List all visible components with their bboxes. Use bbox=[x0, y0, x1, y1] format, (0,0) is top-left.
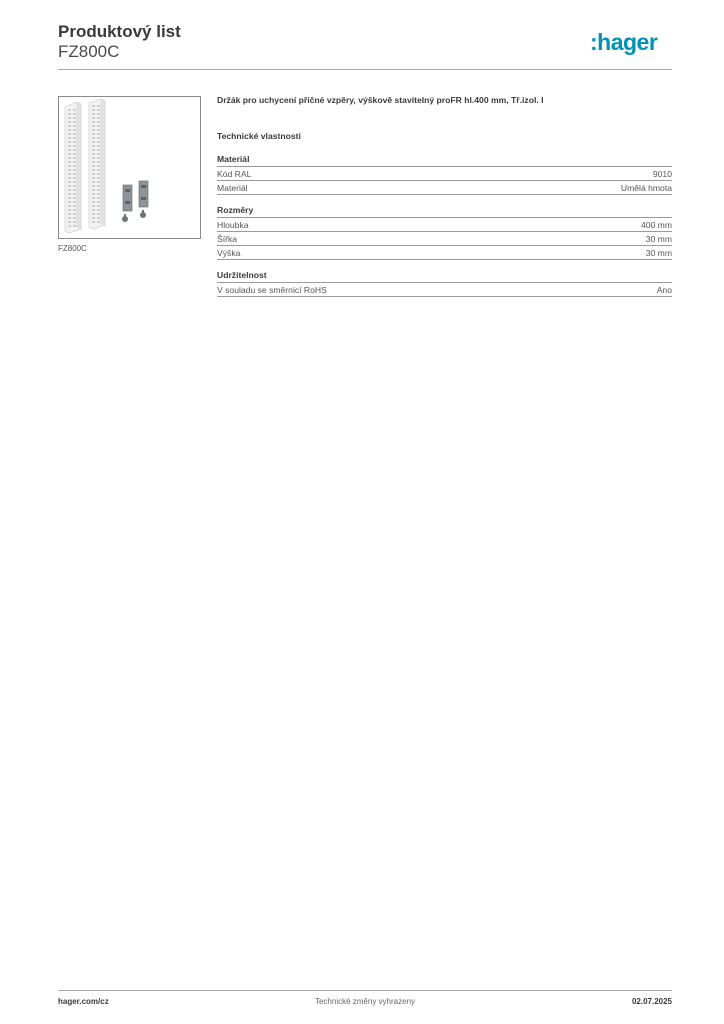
rail-hole bbox=[68, 133, 71, 135]
rail-hole bbox=[92, 193, 95, 195]
rail-hole bbox=[92, 217, 95, 219]
table-row bbox=[217, 232, 672, 246]
rail-hole bbox=[97, 181, 100, 183]
rail-hole bbox=[97, 149, 100, 151]
row-label: Hloubka bbox=[217, 220, 249, 230]
rail-hole bbox=[73, 193, 76, 195]
product-image-icon bbox=[59, 97, 200, 238]
rail-hole bbox=[92, 133, 95, 135]
image-caption: FZ800C bbox=[58, 244, 87, 253]
rail-hole bbox=[92, 117, 95, 119]
table-row bbox=[217, 181, 672, 195]
rail-hole bbox=[97, 121, 100, 123]
rail-hole bbox=[73, 109, 76, 111]
section-sustainability bbox=[217, 270, 672, 297]
rail-hole bbox=[97, 105, 100, 107]
rail-hole bbox=[68, 173, 71, 175]
rail-hole bbox=[73, 137, 76, 139]
product-details bbox=[217, 94, 672, 297]
rail-hole bbox=[68, 117, 71, 119]
rail-hole bbox=[97, 205, 100, 207]
product-description: Držák pro uchycení příčné vzpěry, výškově stavitelný proFR hl.400 mm, Tř.izol. I bbox=[217, 95, 544, 105]
rail-hole bbox=[73, 181, 76, 183]
rail-hole bbox=[73, 125, 76, 127]
rail-hole bbox=[92, 221, 95, 223]
rail-hole bbox=[73, 145, 76, 147]
document-title: Produktový list bbox=[58, 22, 181, 41]
rail-hole bbox=[92, 161, 95, 163]
hager-logo bbox=[590, 29, 672, 57]
rail-hole bbox=[73, 189, 76, 191]
rail-hole bbox=[68, 185, 71, 187]
right-rail bbox=[89, 99, 105, 229]
rail-hole bbox=[97, 109, 100, 111]
rail-hole bbox=[97, 113, 100, 115]
rail-hole bbox=[97, 197, 100, 199]
rail-hole bbox=[92, 157, 95, 159]
row-value: Ano bbox=[656, 285, 672, 295]
rail-hole bbox=[92, 129, 95, 131]
rail-hole bbox=[92, 177, 95, 179]
rail-hole bbox=[97, 117, 100, 119]
header-divider bbox=[58, 69, 672, 70]
rail-hole bbox=[68, 161, 71, 163]
technical-sections bbox=[217, 154, 672, 297]
rail-hole bbox=[92, 153, 95, 155]
table-row bbox=[217, 218, 672, 232]
rail-hole bbox=[68, 165, 71, 167]
left-rail bbox=[65, 102, 81, 233]
row-label: Šířka bbox=[217, 234, 238, 244]
rail-hole bbox=[73, 221, 76, 223]
rail-hole bbox=[68, 145, 71, 147]
rail-hole bbox=[92, 105, 95, 107]
table-row bbox=[217, 167, 672, 181]
rail-hole bbox=[97, 217, 100, 219]
table-row bbox=[217, 283, 672, 297]
row-label: V souladu se směrnicí RoHS bbox=[217, 285, 327, 295]
rail-hole bbox=[73, 209, 76, 211]
rail-hole bbox=[97, 169, 100, 171]
rail-hole bbox=[97, 201, 100, 203]
rail-hole bbox=[97, 185, 100, 187]
row-label: Kód RAL bbox=[217, 169, 252, 179]
bracket-right bbox=[139, 181, 148, 218]
rail-hole bbox=[92, 141, 95, 143]
rail-hole bbox=[97, 193, 100, 195]
rail-hole bbox=[73, 185, 76, 187]
rail-hole bbox=[92, 185, 95, 187]
rail-hole bbox=[97, 153, 100, 155]
rail-hole bbox=[92, 213, 95, 215]
rail-hole bbox=[92, 209, 95, 211]
rail-hole bbox=[68, 109, 71, 111]
rail-hole bbox=[73, 153, 76, 155]
rail-hole bbox=[73, 141, 76, 143]
rail-hole bbox=[68, 225, 71, 227]
rail-hole bbox=[92, 121, 95, 123]
row-label: Výška bbox=[217, 248, 241, 258]
rail-hole bbox=[97, 189, 100, 191]
rail-hole bbox=[92, 201, 95, 203]
section-title: Udržitelnost bbox=[217, 270, 672, 283]
rail-hole bbox=[68, 125, 71, 127]
rail-hole bbox=[73, 157, 76, 159]
rail-hole bbox=[68, 169, 71, 171]
rail-hole bbox=[73, 165, 76, 167]
rail-hole bbox=[97, 125, 100, 127]
footer-date: 02.07.2025 bbox=[631, 997, 672, 1006]
footer-note: Technické změny vyhrazeny bbox=[314, 997, 416, 1006]
rail-hole bbox=[68, 177, 71, 179]
section-title: Rozměry bbox=[217, 205, 672, 218]
rail-hole bbox=[73, 113, 76, 115]
rail-hole bbox=[73, 217, 76, 219]
row-value: 400 mm bbox=[640, 220, 672, 230]
hager-logo-text: :hager bbox=[590, 29, 658, 55]
rail-hole bbox=[73, 177, 76, 179]
rail-hole bbox=[92, 149, 95, 151]
website-link[interactable]: hager.com/cz bbox=[58, 997, 109, 1006]
page-footer bbox=[58, 997, 672, 1011]
page-header bbox=[58, 20, 672, 70]
rail-hole bbox=[97, 177, 100, 179]
rail-hole bbox=[92, 113, 95, 115]
product-code: FZ800C bbox=[58, 42, 120, 61]
rail-hole bbox=[73, 129, 76, 131]
row-value: 30 mm bbox=[645, 248, 672, 258]
rail-hole bbox=[73, 161, 76, 163]
rail-hole bbox=[73, 205, 76, 207]
rail-hole bbox=[73, 149, 76, 151]
rail-hole bbox=[73, 225, 76, 227]
rail-hole bbox=[68, 129, 71, 131]
rail-hole bbox=[73, 201, 76, 203]
rail-hole bbox=[68, 205, 71, 207]
section-dimensions bbox=[217, 205, 672, 260]
rail-hole bbox=[73, 197, 76, 199]
rail-hole bbox=[68, 181, 71, 183]
rail-hole bbox=[97, 145, 100, 147]
technical-properties-title: Technické vlastnosti bbox=[217, 131, 301, 141]
rail-hole bbox=[97, 165, 100, 167]
rail-hole bbox=[92, 145, 95, 147]
rail-hole bbox=[73, 117, 76, 119]
product-image bbox=[58, 96, 201, 239]
rail-hole bbox=[68, 201, 71, 203]
rail-hole bbox=[92, 125, 95, 127]
rail-hole bbox=[68, 153, 71, 155]
rail-hole bbox=[68, 149, 71, 151]
rail-hole bbox=[68, 217, 71, 219]
rail-hole bbox=[68, 189, 71, 191]
row-value: Umělá hmota bbox=[620, 183, 672, 193]
rail-hole bbox=[97, 209, 100, 211]
row-label: Materiál bbox=[217, 183, 248, 193]
rail-hole bbox=[92, 181, 95, 183]
section-title: Materiál bbox=[217, 154, 672, 167]
rail-hole bbox=[92, 109, 95, 111]
rail-hole bbox=[92, 165, 95, 167]
rail-hole bbox=[73, 133, 76, 135]
row-value: 9010 bbox=[652, 169, 672, 179]
row-value: 30 mm bbox=[645, 234, 672, 244]
rail-hole bbox=[68, 137, 71, 139]
rail-hole bbox=[68, 193, 71, 195]
bracket-left bbox=[122, 185, 132, 222]
rail-hole bbox=[73, 213, 76, 215]
rail-hole bbox=[73, 173, 76, 175]
rail-hole bbox=[68, 221, 71, 223]
rail-hole bbox=[68, 141, 71, 143]
section-material bbox=[217, 154, 672, 195]
rail-hole bbox=[92, 197, 95, 199]
rail-hole bbox=[97, 137, 100, 139]
rail-hole bbox=[68, 209, 71, 211]
rail-hole bbox=[73, 169, 76, 171]
rail-hole bbox=[68, 197, 71, 199]
rail-hole bbox=[97, 221, 100, 223]
rail-hole bbox=[97, 161, 100, 163]
rail-hole bbox=[97, 157, 100, 159]
rail-hole bbox=[92, 137, 95, 139]
rail-hole bbox=[68, 157, 71, 159]
rail-hole bbox=[97, 213, 100, 215]
rail-hole bbox=[97, 129, 100, 131]
rail-hole bbox=[92, 205, 95, 207]
rail-hole bbox=[68, 121, 71, 123]
rail-hole bbox=[97, 173, 100, 175]
footer-divider bbox=[58, 990, 672, 991]
rail-hole bbox=[73, 121, 76, 123]
rail-hole bbox=[97, 133, 100, 135]
rail-hole bbox=[68, 113, 71, 115]
rail-hole bbox=[92, 189, 95, 191]
rail-hole bbox=[97, 141, 100, 143]
table-row bbox=[217, 246, 672, 260]
rail-hole bbox=[68, 213, 71, 215]
rail-hole bbox=[92, 169, 95, 171]
rail-hole bbox=[92, 173, 95, 175]
